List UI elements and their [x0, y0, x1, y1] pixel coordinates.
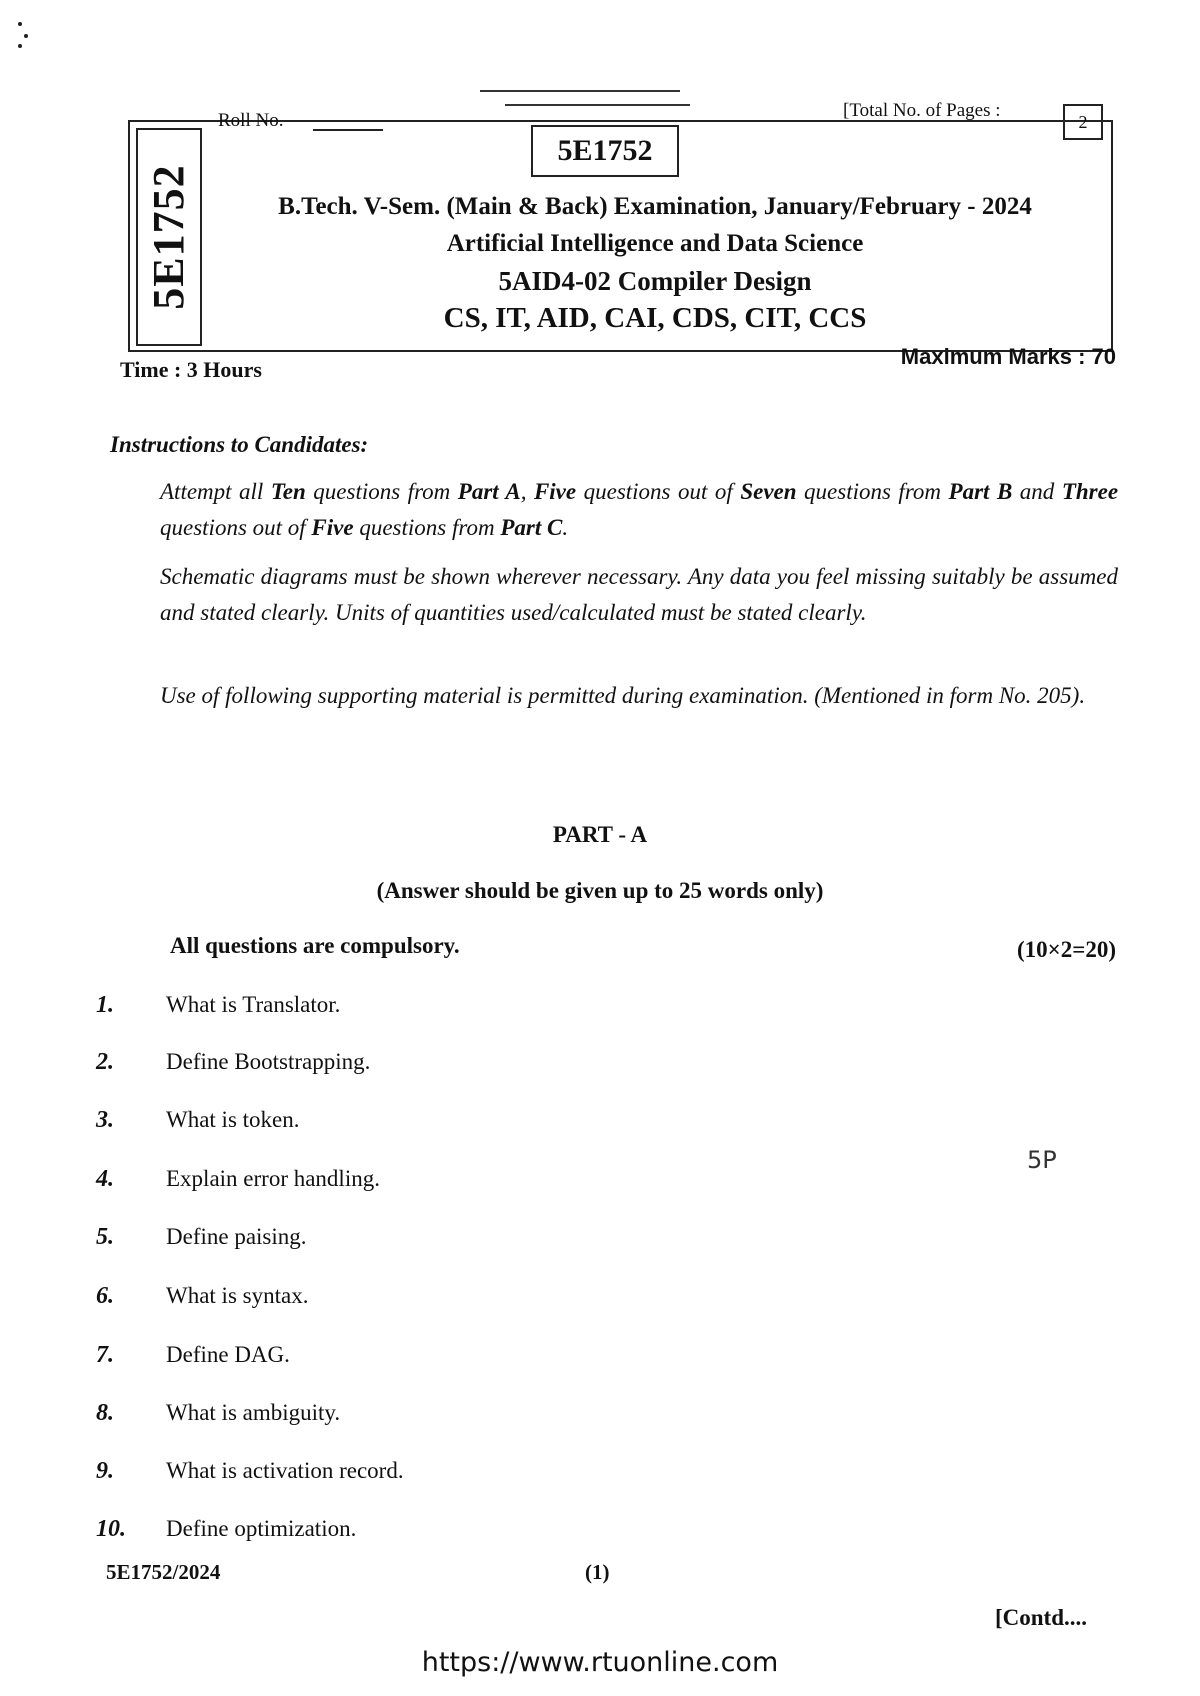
- subject-name: 5AID4-02 Compiler Design: [498, 266, 812, 296]
- question-number: 10.: [96, 1516, 126, 1542]
- header-decorative-rule: [505, 104, 690, 106]
- website-link[interactable]: https://www.rtuonline.com: [421, 1647, 779, 1678]
- instruction-material: Use of following supporting material is permitted during examination. (Mentioned in form No. 205).: [160, 683, 1086, 708]
- question-number: 5.: [96, 1224, 114, 1250]
- instruction-diagrams: Schematic diagrams must be shown wherever necessary. Any data you feel missing suitably be assumed and stated clearly. Units of quantities used/calculated must be stated clearly.: [160, 564, 1118, 625]
- question-number: 6.: [96, 1283, 114, 1309]
- maximum-marks: Maximum Marks : 70: [900, 344, 1116, 369]
- header-decorative-rule: [480, 90, 680, 92]
- instructions-heading: Instructions to Candidates:: [110, 432, 369, 457]
- handwritten-margin-note: 5P: [1027, 1146, 1057, 1174]
- part-a-word-limit: (Answer should be given up to 25 words only): [376, 878, 824, 903]
- question-text: What is ambiguity.: [166, 1400, 341, 1425]
- roll-number-label: Roll No.: [218, 110, 284, 131]
- streams-list: CS, IT, AID, CAI, CDS, CIT, CCS: [443, 302, 867, 334]
- total-pages-label: [Total No. of Pages :: [843, 100, 1001, 121]
- part-a-title: PART - A: [552, 822, 648, 847]
- instruction-attempt: Attempt all Ten questions from Part A, Five questions out of Seven questions from Part B and Three questions out of Five questions from Part C.: [160, 479, 1119, 540]
- question-text: Define DAG.: [166, 1342, 290, 1367]
- total-pages-value: 2: [1063, 104, 1103, 140]
- paper-code: 5E1752: [531, 125, 679, 177]
- side-paper-code: 5E1752: [144, 164, 193, 310]
- question-text: Define Bootstrapping.: [166, 1049, 371, 1074]
- part-a-marks: (10×2=20): [1016, 937, 1116, 962]
- question-number: 4.: [96, 1166, 114, 1192]
- scan-speck: [18, 44, 22, 48]
- time-allowed: Time : 3 Hours: [120, 357, 262, 382]
- question-text: Explain error handling.: [166, 1166, 380, 1191]
- question-text: What is syntax.: [166, 1283, 309, 1308]
- question-number: 2.: [96, 1049, 114, 1075]
- continued-label: [Contd....: [995, 1605, 1088, 1630]
- question-text: Define paising.: [166, 1224, 307, 1249]
- scan-speck: [24, 34, 28, 38]
- question-number: 7.: [96, 1342, 114, 1368]
- question-number: 8.: [96, 1400, 114, 1426]
- scan-speck: [18, 22, 22, 26]
- question-text: What is activation record.: [166, 1458, 404, 1483]
- exam-title: B.Tech. V-Sem. (Main & Back) Examination, January/February - 2024: [278, 193, 1032, 220]
- question-number: 3.: [96, 1107, 114, 1133]
- question-text: What is token.: [166, 1107, 300, 1132]
- question-number: 1.: [96, 992, 114, 1018]
- question-text: What is Translator.: [166, 992, 341, 1017]
- question-text: Define optimization.: [166, 1516, 357, 1541]
- question-number: 9.: [96, 1458, 114, 1484]
- branch-name: Artificial Intelligence and Data Science: [446, 230, 864, 257]
- footer-paper-code: 5E1752/2024: [106, 1560, 221, 1584]
- compulsory-note: All questions are compulsory.: [170, 933, 460, 958]
- roll-number-field: [313, 129, 383, 131]
- page-number: (1): [585, 1560, 610, 1584]
